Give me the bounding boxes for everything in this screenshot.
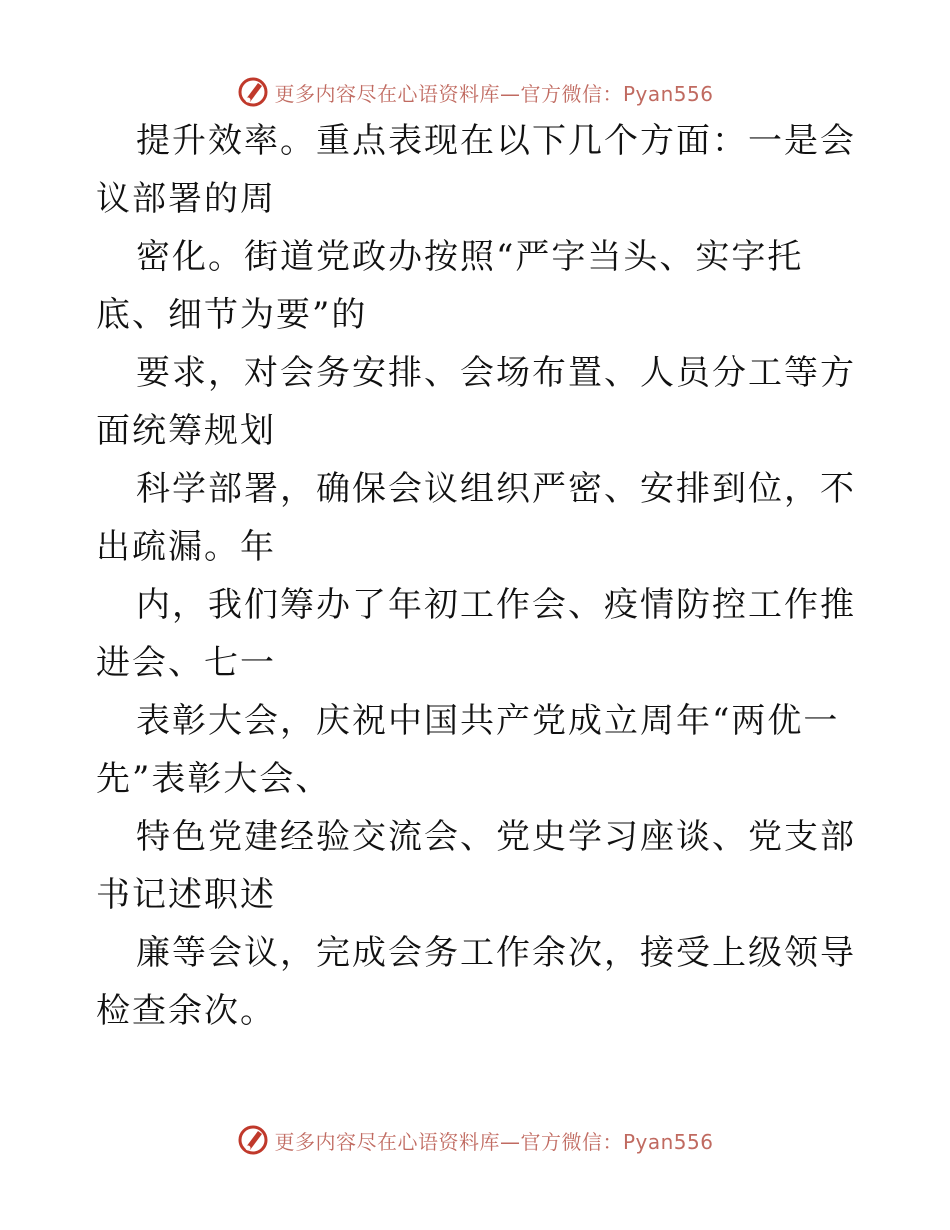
paragraph: 表彰大会，庆祝中国共产党成立周年“两优一先”表彰大会、 (96, 701, 840, 799)
paragraph: 科学部署，确保会议组织严密、安排到位，不出疏漏。年 (96, 469, 856, 567)
pen-logo-icon (236, 75, 270, 109)
pen-logo-icon (236, 1123, 270, 1157)
header-banner-text: 更多内容尽在心语资料库—官方微信：Pyan556 (274, 81, 714, 106)
paragraph: 提升效率。重点表现在以下几个方面：一是会议部署的周 (96, 121, 856, 219)
paragraph: 内，我们筹办了年初工作会、疫情防控工作推进会、七一 (96, 585, 856, 683)
paragraph: 廉等会议，完成会务工作余次，接受上级领导检查余次。 (96, 933, 856, 1031)
paragraph: 要求，对会务安排、会场布置、人员分工等方面统筹规划 (96, 353, 856, 451)
header-banner (0, 72, 950, 112)
footer-banner (0, 1120, 950, 1160)
paragraph: 密化。街道党政办按照“严字当头、实字托底、细节为要”的 (96, 237, 804, 335)
document-body (96, 112, 856, 1040)
footer-banner-text: 更多内容尽在心语资料库—官方微信：Pyan556 (274, 1129, 714, 1154)
paragraph: 特色党建经验交流会、党史学习座谈、党支部书记述职述 (96, 817, 856, 915)
